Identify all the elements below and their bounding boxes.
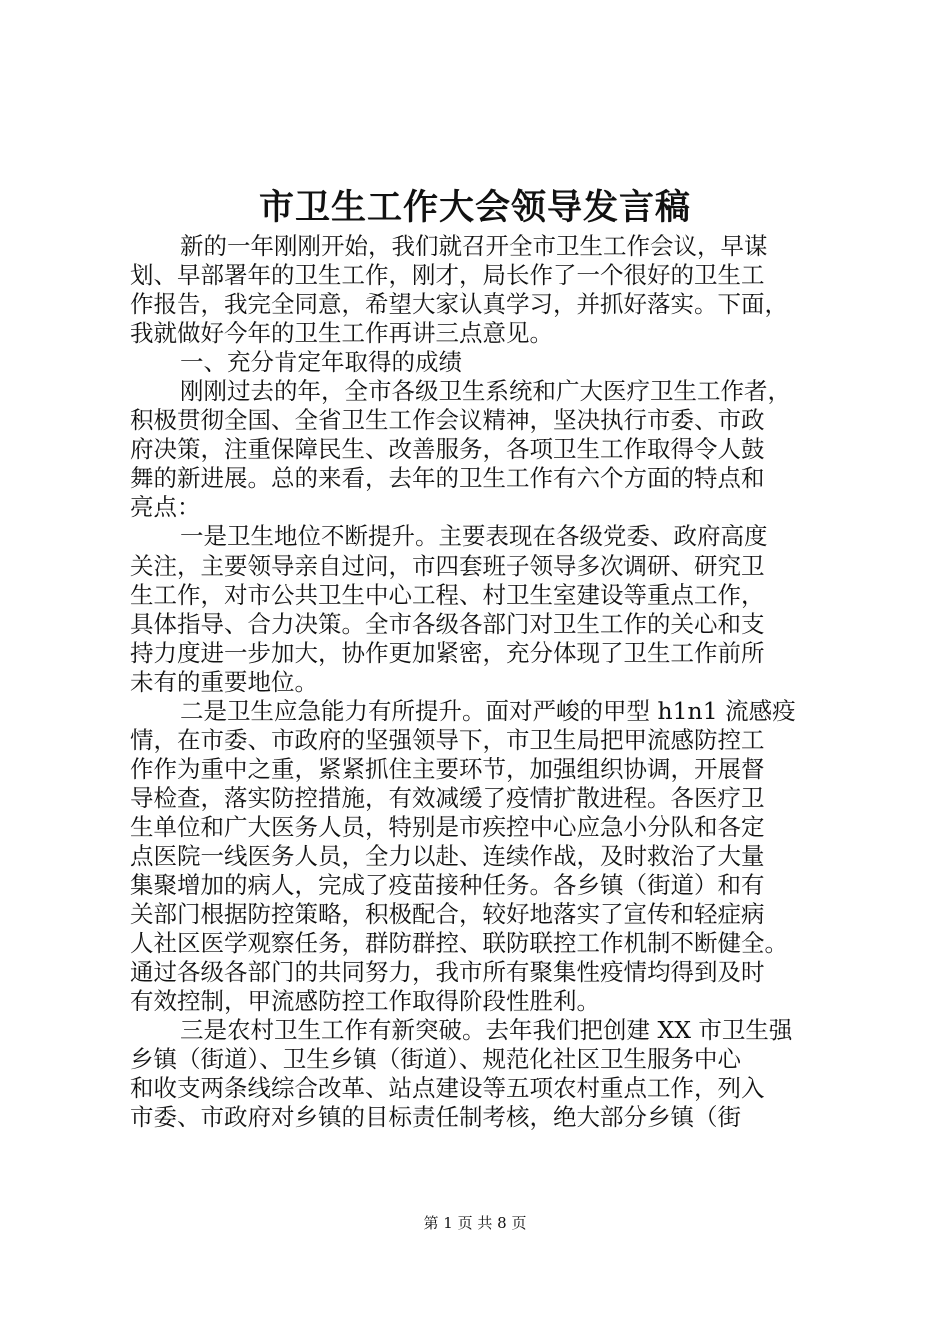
text-line: 点医院一线医务人员，全力以赴、连续作战，及时救治了大量 bbox=[130, 841, 765, 870]
text-line: 作作为重中之重，紧紧抓住主要环节，加强组织协调，开展督 bbox=[130, 754, 765, 783]
text-line: 作报告，我完全同意，希望大家认真学习，并抓好落实。下面， bbox=[130, 290, 788, 319]
text-line: 和收支两条线综合改革、站点建设等五项农村重点工作，列入 bbox=[130, 1074, 765, 1103]
text-line: 舞的新进展。总的来看，去年的卫生工作有六个方面的特点和 bbox=[130, 464, 765, 493]
text-line: 生工作，对市公共卫生中心工程、村卫生室建设等重点工作， bbox=[130, 580, 765, 609]
text-line: 二是卫生应急能力有所提升。面对严峻的甲型 h1n1 流感疫 bbox=[180, 696, 796, 725]
text-line: 情，在市委、市政府的坚强领导下，市卫生局把甲流感防控工 bbox=[130, 725, 765, 754]
text-line: 新的一年刚刚开始，我们就召开全市卫生工作会议，早谋 bbox=[180, 232, 768, 260]
text-line: 关注，主要领导亲自过问，市四套班子领导多次调研、研究卫 bbox=[130, 551, 765, 580]
text-line: 刚刚过去的年，全市各级卫生系统和广大医疗卫生工作者， bbox=[180, 377, 791, 406]
text-line: 三是农村卫生工作有新突破。去年我们把创建 XX 市卫生强 bbox=[180, 1016, 793, 1045]
text-line: 集聚增加的病人，完成了疫苗接种任务。各乡镇（街道）和有 bbox=[130, 871, 765, 900]
text-line: 府决策，注重保障民生、改善服务，各项卫生工作取得令人鼓 bbox=[130, 435, 765, 464]
text-line: 通过各级各部门的共同努力，我市所有聚集性疫情均得到及时 bbox=[130, 958, 765, 987]
page-title: 市卫生工作大会领导发言稿 bbox=[258, 187, 691, 228]
text-line: 积极贯彻全国、全省卫生工作会议精神，坚决执行市委、市政 bbox=[130, 406, 765, 435]
text-line: 有效控制，甲流感防控工作取得阶段性胜利。 bbox=[130, 987, 600, 1016]
text-line: 划、早部署年的卫生工作，刚才，局长作了一个很好的卫生工 bbox=[130, 261, 765, 290]
page-footer: 第 1 页 共 8 页 bbox=[423, 1214, 527, 1232]
text-line: 市委、市政府对乡镇的目标责任制考核，绝大部分乡镇（街 bbox=[130, 1103, 741, 1132]
body-text bbox=[130, 232, 852, 1132]
text-line: 乡镇（街道）、卫生乡镇（街道）、规范化社区卫生服务中心 bbox=[130, 1045, 741, 1074]
section-heading: 一、充分肯定年取得的成绩 bbox=[180, 348, 462, 377]
text-line: 关部门根据防控策略，积极配合，较好地落实了宣传和轻症病 bbox=[130, 900, 765, 929]
text-line: 未有的重要地位。 bbox=[130, 667, 318, 696]
text-line: 生单位和广大医务人员，特别是市疾控中心应急小分队和各定 bbox=[130, 812, 765, 841]
text-line: 具体指导、合力决策。全市各级各部门对卫生工作的关心和支 bbox=[130, 609, 765, 638]
text-line: 人社区医学观察任务，群防群控、联防联控工作机制不断健全。 bbox=[130, 929, 788, 958]
text-line: 导检查，落实防控措施，有效减缓了疫情扩散进程。各医疗卫 bbox=[130, 783, 765, 812]
text-line: 一是卫生地位不断提升。主要表现在各级党委、政府高度 bbox=[180, 522, 768, 551]
text-line: 亮点： bbox=[130, 493, 201, 522]
text-line: 持力度进一步加大，协作更加紧密，充分体现了卫生工作前所 bbox=[130, 638, 765, 667]
text-line: 我就做好今年的卫生工作再讲三点意见。 bbox=[130, 319, 553, 348]
